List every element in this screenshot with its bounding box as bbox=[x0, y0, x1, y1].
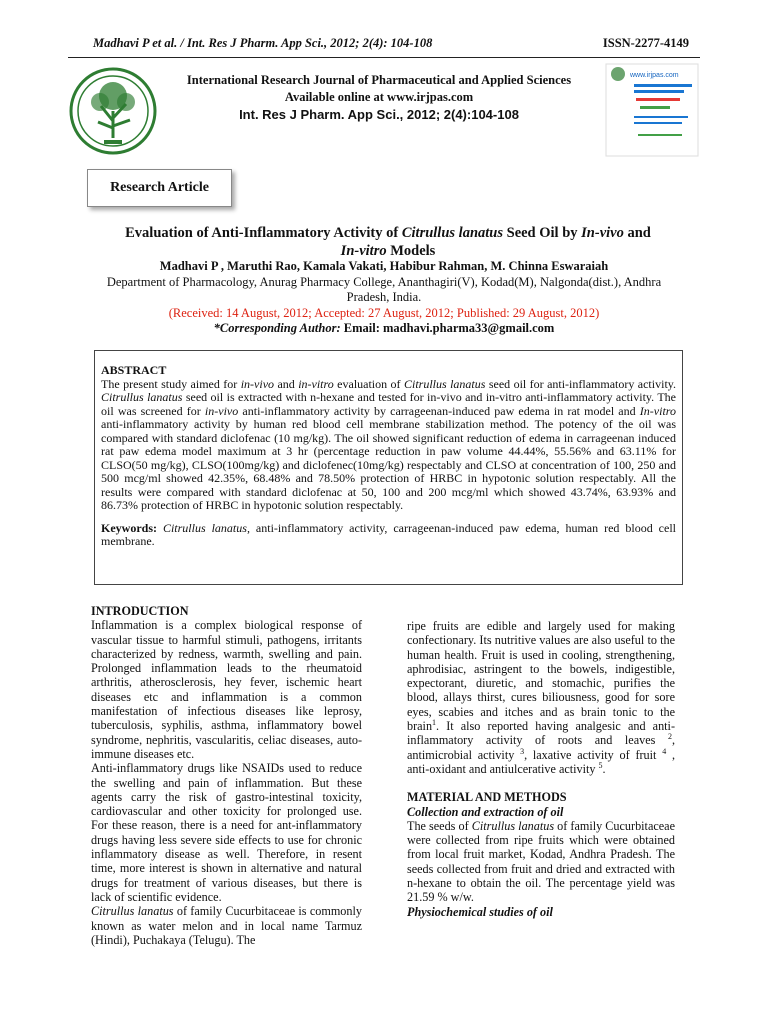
abs-text: evaluation of bbox=[333, 376, 404, 391]
paragraph-text: , laxative activity of fruit bbox=[524, 747, 663, 762]
title-text: Models bbox=[386, 243, 436, 259]
keywords-text: anti-inflammatory activity, carrageenan-induced paw edema, human red blood cell membrane. bbox=[101, 520, 676, 548]
abs-text: seed oil for anti-inflammatory activity. bbox=[485, 376, 676, 391]
corresponding-author bbox=[70, 321, 698, 337]
journal-name: International Research Journal of Pharmaceutical and Applied Sciences bbox=[186, 73, 572, 87]
cover-url: www.irjpas.com bbox=[630, 72, 679, 79]
abs-italic: in-vivo bbox=[204, 403, 239, 418]
header-rule bbox=[68, 57, 700, 58]
paragraph-text: , antimicrobial activity bbox=[407, 733, 675, 762]
abs-italic: in-vivo bbox=[240, 376, 275, 391]
journal-available: Available online at www.irjpas.com bbox=[284, 90, 474, 104]
paragraph-text: , anti-oxidant and antiulcerative activity bbox=[407, 747, 675, 776]
subheading-collection: Collection and extraction of oil bbox=[407, 804, 564, 819]
right-column bbox=[407, 619, 675, 919]
species-name: Citrullus lanatus bbox=[91, 904, 174, 919]
journal-citation: Int. Res J Pharm. App Sci., 2012; 2(4):104-108 bbox=[239, 107, 519, 122]
abs-italic: Citrullus lanatus bbox=[101, 390, 183, 404]
methods-heading: MATERIAL AND METHODS bbox=[407, 790, 567, 805]
abs-text: The present study aimed for bbox=[101, 376, 241, 391]
abs-text: seed oil is extracted with n-hexane and tested for in-vivo and in-vitro anti-inflammatory activity. The oil was screened for bbox=[101, 390, 676, 418]
title-invitro: In-vitro bbox=[340, 243, 387, 259]
title-text: and bbox=[623, 225, 651, 241]
abs-italic: in-vitro bbox=[298, 376, 334, 391]
abs-italic: Citrullus lanatus bbox=[403, 376, 486, 391]
publication-dates: (Received: 14 August, 2012; Accepted: 27 August, 2012; Published: 29 August, 2012) bbox=[168, 305, 600, 320]
article-type-badge: Research Article bbox=[87, 169, 232, 207]
paragraph-text: The seeds of bbox=[407, 818, 472, 833]
intro-paragraph-4 bbox=[407, 619, 675, 776]
intro-paragraph-1: Inflammation is a complex biological response of vascular tissue to harmful stimuli, pathogens, irritants characterized by redness, warmth, swelling and pain. Prolonged inflammation leads to the rheumatoid arthritis, atherosclerosis, hey fever, ischemic heart diseases etc and inflammation is a common manifestation of infectious diseases like leprosy, tuberculosis, syphilis, asthma, inflammatory bowel syndrome, nephritis, vascularitis, celiac diseases, auto-immune diseases etc. bbox=[91, 618, 362, 761]
introduction-heading: INTRODUCTION bbox=[91, 604, 189, 618]
keywords-label: Keywords: bbox=[101, 520, 157, 535]
abstract-box bbox=[94, 350, 683, 585]
abstract-text bbox=[101, 378, 676, 513]
affiliation-cont: Pradesh, India. bbox=[346, 290, 422, 304]
intro-paragraph-2: Anti-inflammatory drugs like NSAIDs used to reduce the swelling and pain of inflammation. But these agents carry the risk of gastro-intestinal toxicity, cardiovascular and other toxicity for prolonged use. For these reason, there is a need for ant-inflammatory drugs having less severe side effects to use for chronic inflammatory disease as well. Therefore, in resent time, more interest is shown in alternative and natural drugs for treatment of various diseases, but there is lack of scientific evidence. bbox=[91, 761, 362, 904]
title-text: Evaluation of Anti-Inflammatory Activity of bbox=[125, 225, 402, 241]
title-species: Citrullus lanatus bbox=[401, 225, 503, 241]
title-invivo: In-vivo bbox=[581, 225, 624, 241]
reference-marker: 1 bbox=[432, 718, 437, 728]
affiliation: Department of Pharmacology, Anurag Pharmacy College, Ananthagiri(V), Kodad(M), Nalgonda(dist.), Andhra bbox=[106, 274, 662, 289]
abs-text: and bbox=[274, 376, 299, 391]
article-title bbox=[88, 224, 688, 260]
abs-text: anti-inflammatory activity by human red blood cell membrane stabilization method. The potency of the oil was compared with standard diclofenac (10 mg/kg). The oil showed significant reduction of edema in carrageenan induced rat paw edema model maximum at 3 hr (percentage reduction in paw volume 44.44%, 55.56% and 63.11% for CLSO(50 mg/kg), CLSO(100mg/kg) and diclofenec(10mg/kg) respectably and CLSO at concentration of 100, 250 and 500 mcg/ml showed 42.35%, 68.48% and 78.50% protection of HRBC in hypotonic solution respectably. All the results were compared with standard diclofenac at 50, 100 and 200 mcg/ml which showed 43.74%, 63.93% and 86.73% protection of HRBC in hypotonic solution respectably. bbox=[101, 417, 676, 512]
methods-paragraph bbox=[407, 819, 675, 905]
paragraph-text: of family Cucurbitaceae is commonly known as water melon and in local name Tarmuz (Hindi), Puchakaya (Telugu). The bbox=[91, 904, 362, 947]
paragraph-text: of family Cucurbitaceae were collected from ripe fruits which were obtained from local fruit market, Kodad, Andhra Pradesh. The seeds collected from fruit and dried and extracted with n-hexane to obtain the oil. The percentage yield was 21.59 % w/w. bbox=[407, 818, 675, 905]
left-column bbox=[91, 604, 362, 947]
page-header bbox=[93, 36, 689, 51]
journal-logo-icon bbox=[68, 66, 158, 156]
header-issn: ISSN-2277-4149 bbox=[602, 36, 689, 50]
paragraph-text: ripe fruits are edible and largely used for making confectionary. Its nutritive values are also useful to the human health. Fruit is used in cooling, strengthening, aphrodisiac, astringent to the bowels, indigestible, expectorant, diuretic, and stomachic, purifies the blood, allays thirst, cures biliousness, good for sore eyes, scabies and itches and as brain tonic to the brain bbox=[407, 619, 675, 734]
intro-paragraph-3 bbox=[91, 904, 362, 947]
reference-marker: 3 bbox=[520, 746, 525, 756]
abstract-heading: ABSTRACT bbox=[101, 363, 167, 377]
paragraph-text: . bbox=[602, 761, 606, 776]
author-names: Madhavi P , Maruthi Rao, Kamala Vakati, Habibur Rahman, M. Chinna Eswaraiah bbox=[159, 259, 609, 273]
corr-email: Email: madhavi.pharma33@gmail.com bbox=[340, 321, 555, 335]
title-text: Seed Oil by bbox=[503, 225, 582, 241]
species-name: Citrullus lanatus bbox=[471, 818, 555, 833]
journal-block bbox=[160, 72, 598, 123]
keywords bbox=[101, 522, 676, 549]
keywords-species: Citrullus lanatus, bbox=[157, 520, 250, 535]
paragraph-text: . It also reported having analgesic and anti-inflammatory activity of roots and leaves bbox=[407, 719, 675, 748]
abs-text: anti-inflammatory activity by carrageenan-induced paw edema in rat model and bbox=[238, 403, 640, 418]
reference-marker: 4 bbox=[662, 746, 667, 756]
journal-cover-thumbnail-icon bbox=[604, 62, 700, 158]
author-block bbox=[70, 259, 698, 337]
reference-marker: 5 bbox=[598, 760, 603, 770]
subheading-physiochemical: Physiochemical studies of oil bbox=[407, 904, 553, 919]
header-citation: Madhavi P et al. / Int. Res J Pharm. App Sci., 2012; 2(4): 104-108 bbox=[93, 36, 433, 50]
reference-marker: 2 bbox=[667, 732, 672, 742]
abs-italic: In-vitro bbox=[639, 403, 677, 418]
corr-label: *Corresponding Author: bbox=[213, 321, 341, 335]
